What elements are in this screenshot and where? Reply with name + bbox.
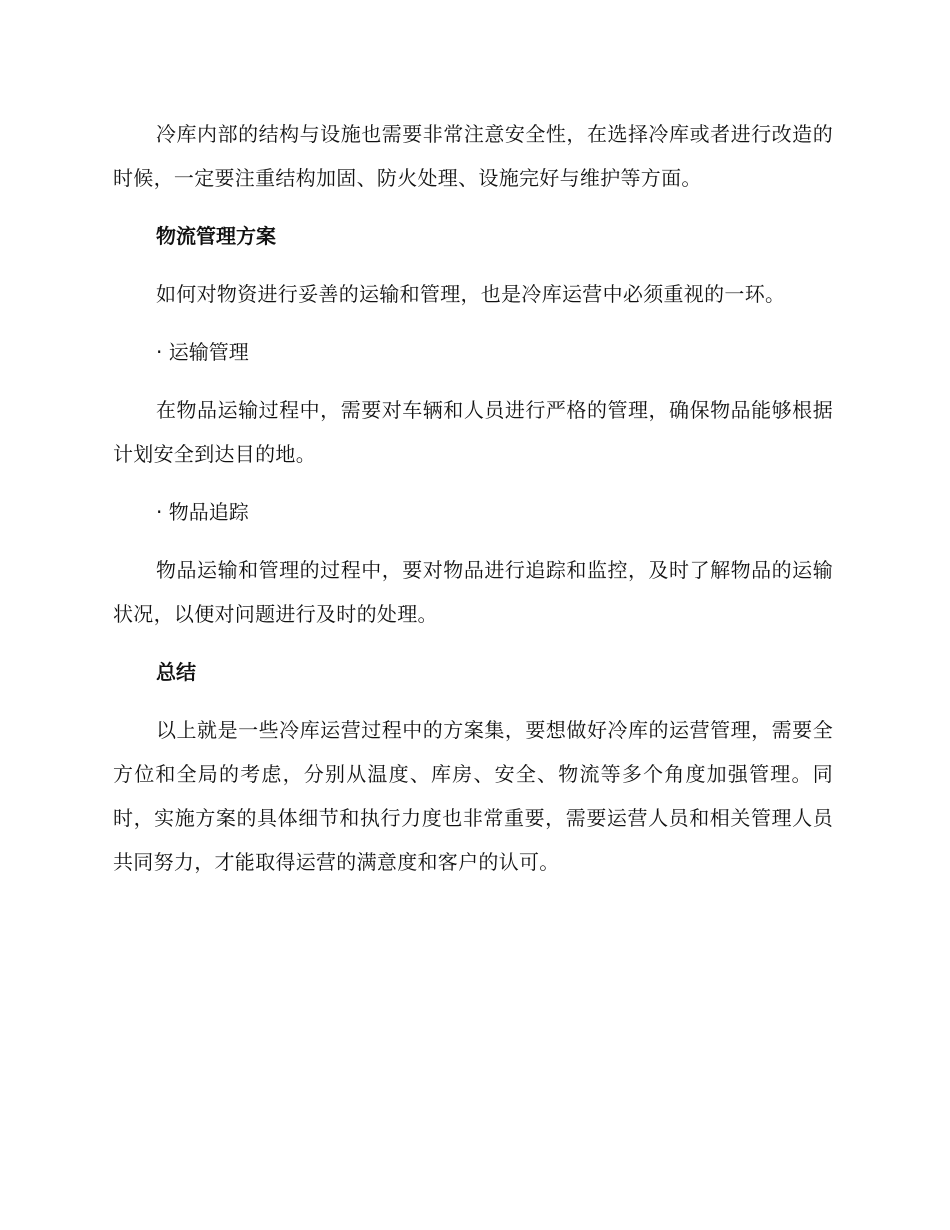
bullet-item-tracking: · 物品追踪 — [156, 500, 249, 524]
heading-logistics-plan: 物流管理方案 — [156, 224, 276, 248]
paragraph-transport: 在物品运输过程中，需要对车辆和人员进行严格的管理，确保物品能够根据计划安全到达目的地。 — [113, 398, 833, 466]
paragraph-logistics-intro: 如何对物资进行妥善的运输和管理，也是冷库运营中必须重视的一环。 — [156, 282, 786, 306]
paragraph-structure-safety: 冷库内部的结构与设施也需要非常注意安全性，在选择冷库或者进行改造的时候，一定要注重结构加固、防火处理、设施完好与维护等方面。 — [113, 122, 833, 190]
document-page — [113, 112, 833, 898]
heading-summary: 总结 — [156, 660, 196, 684]
paragraph-summary: 以上就是一些冷库运营过程中的方案集，要想做好冷库的运营管理，需要全方位和全局的考虑，分别从温度、库房、安全、物流等多个角度加强管理。同时，实施方案的具体细节和执行力度也非常重要，需要运营人员和相关管理人员共同努力，才能取得运营的满意度和客户的认可。 — [113, 718, 833, 874]
paragraph-tracking: 物品运输和管理的过程中，要对物品进行追踪和监控，及时了解物品的运输状况，以便对问题进行及时的处理。 — [113, 558, 833, 626]
bullet-transport-management: · 运输管理 — [156, 340, 249, 364]
